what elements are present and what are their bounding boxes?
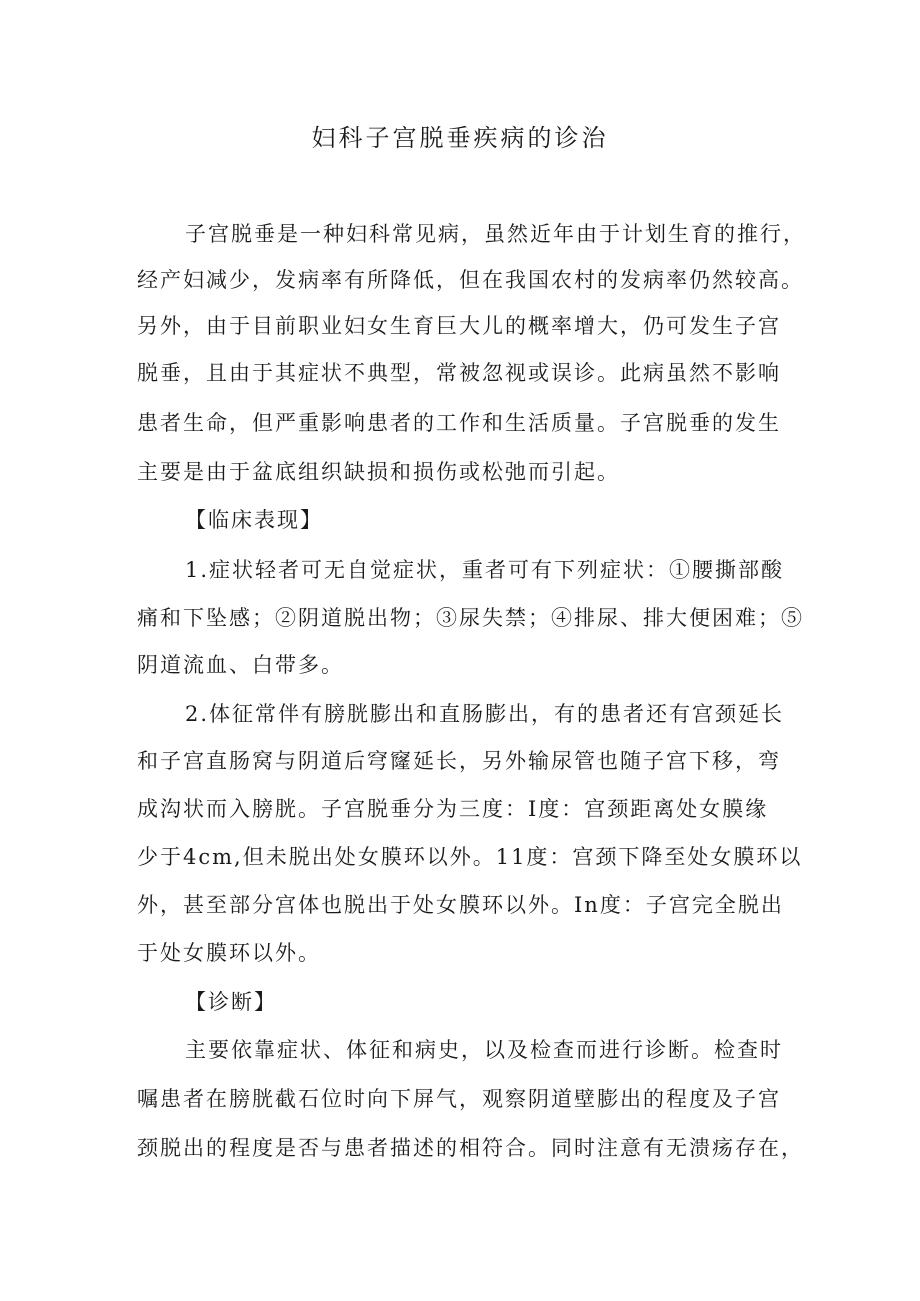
signs-line-3: 成沟状而入膀胱。子宫脱垂分为三度：Ⅰ度：宫颈距离处女膜缘: [137, 797, 769, 821]
intro-line-2: 经产妇减少，发病率有所降低，但在我国农村的发病率仍然较高。: [137, 268, 804, 292]
intro-line-4: 脱垂，且由于其症状不典型，常被忽视或误诊。此病虽然不影响: [137, 361, 781, 385]
document-title: 妇科子宫脱垂疾病的诊治: [311, 124, 609, 152]
symptom-line-1: 1.症状轻者可无自觉症状，重者可有下列症状：①腰撕部酸: [185, 558, 785, 582]
intro-line-1: 子宫脱垂是一种妇科常见病，虽然近年由于计划生育的推行，: [185, 222, 806, 246]
symptom-line-3: 阴道流血、白带多。: [137, 653, 344, 677]
signs-line-1: 2.体征常伴有膀胱膨出和直肠膨出，有的患者还有宫颈延长: [185, 702, 785, 726]
signs-line-5: 外，甚至部分宫体也脱出于处女膜环以外。In度：子宫完全脱出: [137, 893, 784, 917]
diagnosis-heading: 【诊断】: [185, 990, 277, 1014]
intro-line-6: 主要是由于盆底组织缺损和损伤或松弛而引起。: [137, 460, 620, 484]
intro-line-3: 另外，由于目前职业妇女生育巨大儿的概率增大，仍可发生子宫: [137, 314, 781, 338]
diagnosis-line-1: 主要依靠症状、体征和病史，以及检查而进行诊断。检查时: [185, 1038, 783, 1062]
signs-line-6: 于处女膜环以外。: [137, 941, 321, 965]
signs-line-2: 和子宫直肠窝与阴道后穹窿延长，另外输尿管也随子宫下移，弯: [137, 749, 781, 773]
signs-line-4: 少于4cm,但未脱出处女膜环以外。11度：宫颈下降至处女膜环以: [137, 845, 803, 869]
symptom-line-2: 痛和下坠感；②阴道脱出物；③尿失禁；④排尿、排大便困难；⑤: [137, 606, 804, 630]
diagnosis-line-2: 嘱患者在膀胱截石位时向下屏气，观察阴道壁膨出的程度及子宫: [137, 1087, 781, 1111]
intro-line-5: 患者生命，但严重影响患者的工作和生活质量。子宫脱垂的发生: [137, 411, 781, 435]
diagnosis-line-3: 颈脱出的程度是否与患者描述的相符合。同时注意有无溃疡存在，: [137, 1136, 804, 1160]
clinical-heading: 【临床表现】: [185, 508, 323, 532]
